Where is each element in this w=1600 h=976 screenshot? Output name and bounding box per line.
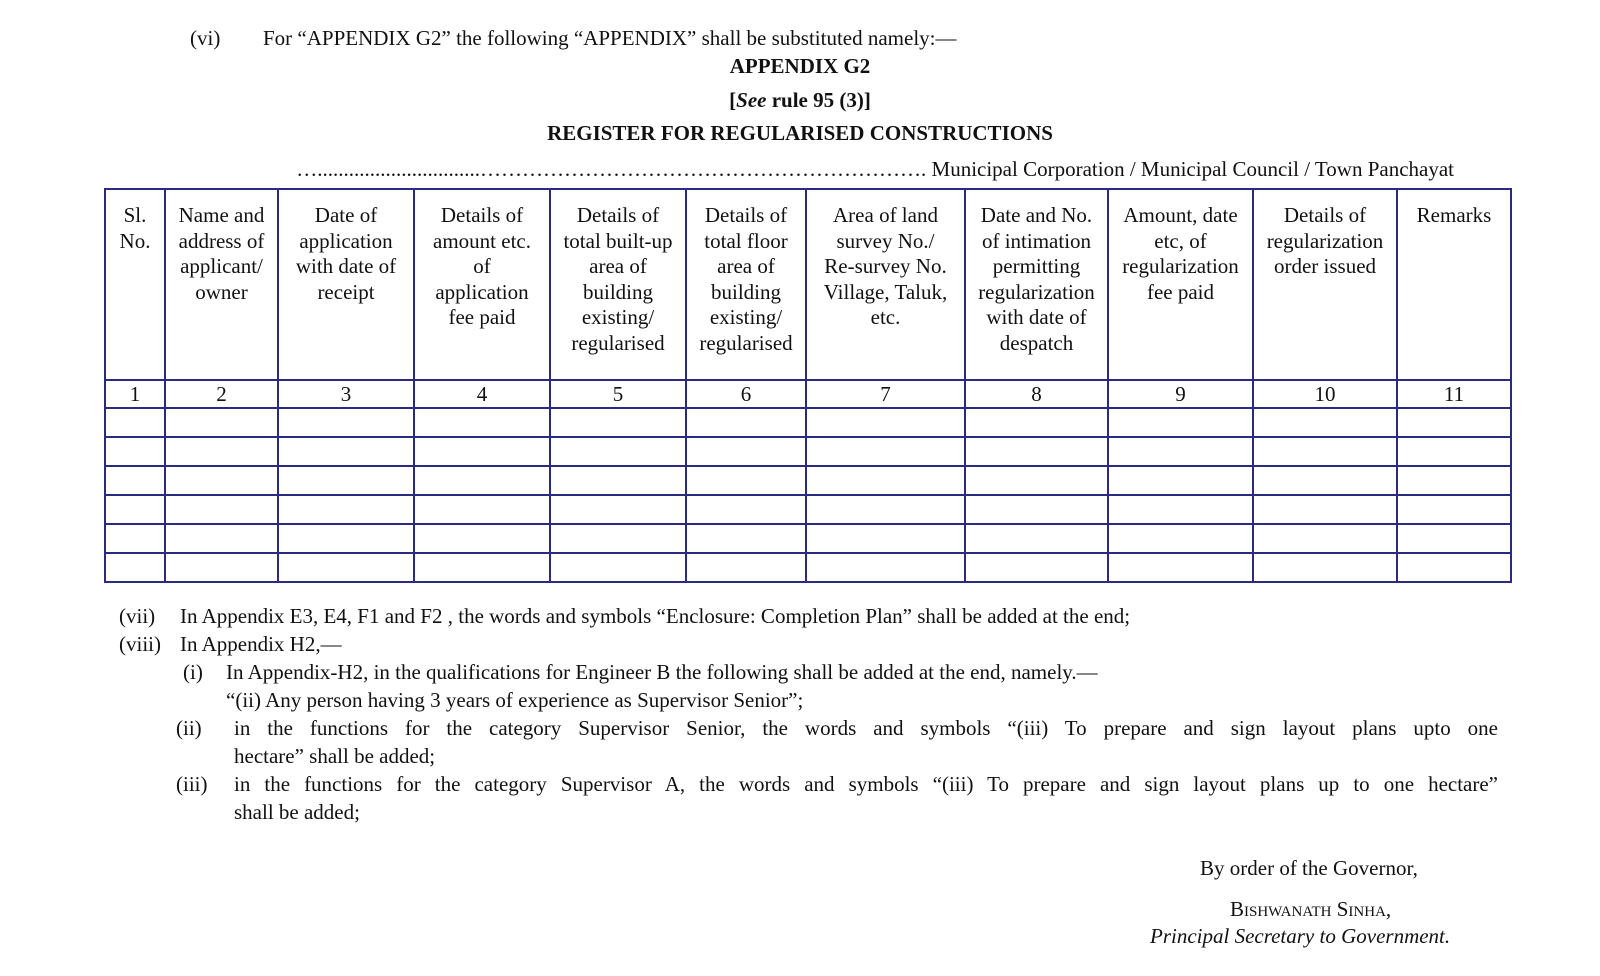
sub-item-i-quote: “(ii) Any person having 3 years of experience as Supervisor Senior”;: [226, 688, 804, 712]
column-header-line: regularization: [1122, 254, 1239, 278]
column-header-6: [686, 189, 806, 380]
sub-item-ii-text-line1: in the functions for the category Supervisor Senior, the words and symbols “(iii) To prepare and sign layout plans upto one: [234, 716, 1498, 740]
column-header-5: [550, 189, 686, 380]
table-cell: [278, 408, 414, 437]
column-header-8: [965, 189, 1108, 380]
column-header-line: survey No./: [836, 228, 935, 253]
column-header-line: despatch: [999, 330, 1074, 355]
column-header-line: Village, Taluk,: [823, 279, 948, 304]
signatory-name: Bishwanath Sinha,: [1230, 897, 1392, 921]
column-header-line: with date of: [986, 305, 1087, 329]
table-row: [105, 408, 1511, 437]
amendment-viii-text: In Appendix H2,—: [180, 632, 342, 656]
table-cell: [686, 466, 806, 495]
column-header-line: owner: [195, 279, 248, 304]
sub-item-iii-text-line2: shall be added;: [234, 800, 360, 824]
table-header-row: [105, 189, 1511, 380]
column-header-line: existing/: [581, 305, 655, 329]
table-cell: [806, 408, 965, 437]
column-header-line: area of: [589, 254, 647, 278]
see-rule-reference: [0, 87, 1600, 113]
column-header-line: amount etc.: [433, 228, 531, 253]
column-header-line: of intimation: [981, 228, 1092, 253]
column-header-line: Date and No.: [980, 203, 1093, 227]
column-header-line: receipt: [317, 279, 375, 304]
table-cell: [414, 466, 550, 495]
column-header-line: regularised: [699, 330, 793, 355]
table-cell: [1108, 437, 1253, 466]
column-header-3: [278, 189, 414, 380]
see-rule-open: [: [729, 88, 737, 112]
table-cell: [278, 466, 414, 495]
table-cell: [1253, 495, 1397, 524]
intro-item-number: (vi): [190, 26, 221, 50]
table-cell: [965, 524, 1108, 553]
column-header-9: [1108, 189, 1253, 380]
table-cell: [550, 553, 686, 582]
table-cell: [165, 408, 278, 437]
table-cell: [686, 524, 806, 553]
table-cell: [686, 437, 806, 466]
column-header-line: fee paid: [448, 305, 516, 329]
column-header-7: [806, 189, 965, 380]
table-cell: [105, 553, 165, 582]
table-cell: [965, 437, 1108, 466]
column-header-10: [1253, 189, 1397, 380]
column-number: 9: [1108, 380, 1253, 408]
table-cell: [1108, 553, 1253, 582]
column-header-line: Remarks: [1416, 203, 1492, 227]
column-number: 6: [686, 380, 806, 408]
table-cell: [414, 437, 550, 466]
column-header-line: Details of: [576, 203, 660, 227]
regularised-constructions-register-table: [104, 188, 1512, 583]
table-cell: [105, 408, 165, 437]
see-rule-text: rule 95 (3)]: [766, 88, 871, 112]
sub-item-iii-text-line1: in the functions for the category Supervisor A, the words and symbols “(iii) To prepare and sign layout plans up to one hectare”: [234, 772, 1498, 796]
sub-item-iii-number: (iii): [176, 772, 208, 796]
column-header-line: building: [710, 279, 781, 304]
column-header-line: Re-survey No.: [824, 254, 947, 278]
table-cell: [550, 495, 686, 524]
column-header-line: fee paid: [1146, 279, 1215, 304]
column-header-line: No.: [119, 228, 151, 253]
column-header-line: applicant/: [180, 254, 263, 278]
column-header-2: [165, 189, 278, 380]
table-cell: [165, 495, 278, 524]
table-cell: [105, 466, 165, 495]
table-cell: [1397, 466, 1511, 495]
table-cell: [806, 466, 965, 495]
column-number: 3: [278, 380, 414, 408]
table-cell: [550, 466, 686, 495]
table-cell: [1397, 495, 1511, 524]
table-cell: [105, 524, 165, 553]
column-header-line: area of: [717, 254, 775, 278]
register-title: REGISTER FOR REGULARISED CONSTRUCTIONS: [547, 121, 1053, 145]
table-cell: [1397, 408, 1511, 437]
table-cell: [165, 437, 278, 466]
column-header-line: Area of land: [833, 203, 938, 227]
table-cell: [1108, 466, 1253, 495]
table-cell: [1253, 437, 1397, 466]
table-cell: [165, 553, 278, 582]
table-cell: [550, 437, 686, 466]
table-cell: [1108, 495, 1253, 524]
table-cell: [686, 553, 806, 582]
sub-item-ii-text-line2: hectare” shall be added;: [234, 744, 436, 768]
table-row: [105, 524, 1511, 553]
signatory-designation: Principal Secretary to Government.: [1150, 924, 1451, 948]
table-cell: [965, 495, 1108, 524]
table-cell: [686, 408, 806, 437]
table-cell: [414, 524, 550, 553]
table-cell: [414, 495, 550, 524]
column-number: 7: [806, 380, 965, 408]
table-cell: [278, 553, 414, 582]
table-cell: [806, 524, 965, 553]
column-header-line: application: [299, 228, 393, 253]
column-header-line: Details of: [1283, 203, 1367, 227]
column-header-line: order issued: [1273, 254, 1377, 278]
table-cell: [278, 495, 414, 524]
column-number: 2: [165, 380, 278, 408]
column-header-line: application: [435, 279, 529, 304]
table-cell: [965, 408, 1108, 437]
column-number: 11: [1397, 380, 1511, 408]
table-cell: [1397, 524, 1511, 553]
table-cell: [165, 524, 278, 553]
table-cell: [1253, 408, 1397, 437]
sub-item-i-number: (i): [183, 660, 203, 684]
municipal-body-line: …...............................………………………………………………………. Municipal Corporation / Municipal Council / Town Panchayat: [296, 157, 1454, 181]
amendment-vii-text: In Appendix E3, E4, F1 and F2 , the words and symbols “Enclosure: Completion Plan” shall be added at the end;: [180, 604, 1131, 628]
column-header-line: Amount, date: [1123, 203, 1238, 227]
table-cell: [165, 466, 278, 495]
column-number: 10: [1253, 380, 1397, 408]
amendment-vii-number: (vii): [119, 604, 156, 628]
column-number: 1: [105, 380, 165, 408]
table-row: [105, 437, 1511, 466]
table-cell: [105, 495, 165, 524]
column-header-line: Name and: [178, 203, 265, 227]
column-number: 8: [965, 380, 1108, 408]
column-header-line: building: [582, 279, 653, 304]
column-number-row: [105, 380, 1511, 408]
table-cell: [965, 553, 1108, 582]
table-cell: [965, 466, 1108, 495]
column-header-1: [105, 189, 165, 380]
column-number: 4: [414, 380, 550, 408]
amendment-viii-number: (viii): [119, 632, 161, 656]
column-header-line: total floor: [704, 228, 788, 253]
column-header-line: Details of: [440, 203, 524, 227]
column-header-line: existing/: [709, 305, 783, 329]
column-header-line: of: [473, 254, 491, 278]
column-header-4: [414, 189, 550, 380]
sub-item-i-text: In Appendix-H2, in the qualifications for Engineer B the following shall be added at the end, namely.—: [226, 660, 1098, 684]
table-cell: [1397, 553, 1511, 582]
table-cell: [806, 495, 965, 524]
table-cell: [550, 408, 686, 437]
column-header-line: Date of: [314, 203, 378, 227]
table-row: [105, 466, 1511, 495]
column-header-line: with date of: [295, 254, 397, 278]
table-cell: [806, 437, 965, 466]
column-header-line: permitting: [992, 254, 1081, 278]
table-cell: [414, 553, 550, 582]
table-cell: [550, 524, 686, 553]
table-row: [105, 495, 1511, 524]
table-cell: [1253, 466, 1397, 495]
table-cell: [1253, 524, 1397, 553]
table-cell: [278, 524, 414, 553]
table-cell: [414, 408, 550, 437]
table-cell: [1108, 408, 1253, 437]
table-cell: [1253, 553, 1397, 582]
column-header-line: total built-up: [563, 228, 673, 253]
appendix-title: APPENDIX G2: [729, 54, 871, 78]
intro-text: For “APPENDIX G2” the following “APPENDIX” shall be substituted namely:—: [263, 26, 957, 50]
see-rule-see-word: See: [736, 88, 767, 112]
column-header-11: [1397, 189, 1511, 380]
table-cell: [105, 437, 165, 466]
column-header-line: address of: [178, 228, 265, 253]
column-header-line: etc, of: [1154, 228, 1207, 253]
column-header-line: regularised: [571, 330, 665, 355]
order-line: By order of the Governor,: [1200, 856, 1418, 880]
table-cell: [686, 495, 806, 524]
sub-item-ii-number: (ii): [176, 716, 202, 740]
column-header-line: Sl.: [123, 203, 147, 227]
table-cell: [1397, 437, 1511, 466]
column-number: 5: [550, 380, 686, 408]
column-header-line: Details of: [704, 203, 788, 227]
column-header-line: regularization: [978, 279, 1095, 304]
table-cell: [278, 437, 414, 466]
table-cell: [806, 553, 965, 582]
table-row: [105, 553, 1511, 582]
table-cell: [1108, 524, 1253, 553]
column-header-line: regularization: [1266, 228, 1384, 253]
column-header-line: etc.: [870, 305, 901, 329]
